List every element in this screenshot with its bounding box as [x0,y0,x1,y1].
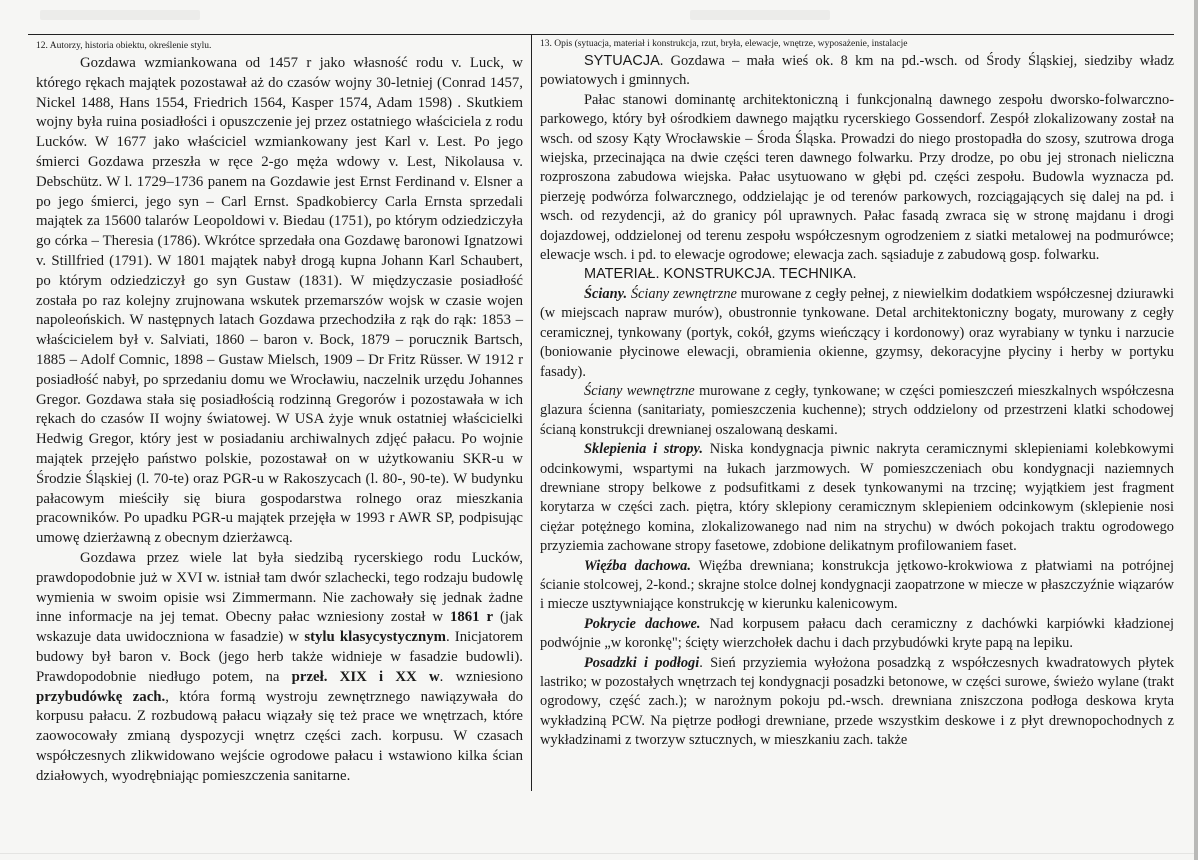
wiezba-paragraph: Więźba dachowa. Więźba drewniana; konstrukcja jętkowo-krokwiowa z płatwiami na potrójnej ścianie stolcowej, 2-kond.; skrajne stolce dolnej kondygnacji zaopatrzone w miecze w płaszczyźnie wiązarów i miecze usztywniające konstrukcję w kierunku kalenicowym. [540,557,1174,613]
pokrycie-heading: Pokrycie dachowe. [584,615,701,632]
material-heading: MATERIAŁ. KONSTRUKCJA. TECHNIKA. [584,266,857,283]
pokrycie-paragraph: Pokrycie dachowe. Nad korpusem pałacu dach ceramiczny z dachówki karpiówki kładzionej podwójnie „w koronkę"; ścięty wierzchołek dachu i dach przybudówki kryte papą na lepiku. [540,615,1174,652]
scan-artifact-line [0,853,1194,854]
wiezba-heading: Więźba dachowa. [584,557,691,574]
sklepienia-heading: Sklepienia i stropy. [584,441,703,458]
sytuacja-paragraph: SYTUACJA. Gozdawa – mała wieś ok. 8 km na pd.-wsch. od Środy Śląskiej, siedziby władz powiatowych i gminnych. [540,53,1174,89]
sklepienia-paragraph: Sklepienia i stropy. Niska kondygnacja piwnic nakryta ceramicznymi sklepieniami kolebkowymi odcinkowymi, wspartymi na łukach jarzmowych. W pomieszczeniach obu kondygnacji naziemnych drewniane stropy belkowe z podsufitkami z desek tynkowanymi na trzcinę; wyjątkiem jest fragment korytarza w części zach. piętra, który sklepiony ceramicznym sklepieniem odcinkowym (sklepienie nosi ciężar potężnego komina, zlokalizowanego nad nim na strychu) w dwóch pokojach traktu ogrodowego przyziemia zachowane stropy fasetowe, zdobione delikatnym profilowaniem faset. [540,441,1174,555]
form-frame [28,34,1174,791]
sciany-paragraph: Ściany. Ściany zewnętrzne murowane z cegły pełnej, z niewielkim dodatkiem współczesnej dziurawki (w miejscach napraw murów), obustronnie tynkowane. Detal architektoniczny bogaty, murowany z cegły ceramicznej, tynkowany (portyk, cokół, gzyms wieńczący i kordonowy) oraz wyrabiany w tynku i narzucie (boniowanie płycinowe elewacji, obramienia okienne, gzymsy, dekoracyjne płyciny i herby w portyku fasady). [540,285,1174,380]
section-12-header: 12. Autorzy, historia obiektu, określenie stylu. [36,41,212,51]
history-paragraph-1: Gozdawa wzmiankowana od 1457 r jako własność rodu v. Luck, w którego rękach majątek pozostawał aż do czasów wojny 30-letniej (Conrad 1457, Nickel 1488, Hans 1554, Friedrich 1564, Kasper 1574, Adam 1598) . Skutkiem wojny była ruina posiadłości i opuszczenie jej przez ostatniego właściciela z rodu Lucków. W 1677 jako właściciel wzmiankowany jest Karl v. Lest. Po jego śmierci Gozdawa przeszła w ręce 2-go męża wdowy v. Lest, Nikolausa v. Debschütz. W l. 1729–1736 panem na Gozdawie jest Ernst Ferdinand v. Elsner a po jego śmierci, jego syn – Carl Ernst. Spadkobiercy Carla Ernsta sprzedali majątek za 15600 talarów Leopoldowi v. Biedau (1751), po którym odziedziczyła go córka – Theresia (1786). Wkrótce sprzedała ona Gozdawę baronowi Ignatzowi v. Stillfried (1791). W 1801 majątek nabył drogą kupna Johann Karl Schaubert, po którym odziedziczył go syn Gustaw (1831). W międzyczasie posiadłość została po raz kolejny zrujnowana wskutek przemarszów wojsk w czasie wojen napoleońskich. W następnych latach Gozdawa przechodziła z rąk do rąk: 1853 – właścicielem był v. Salviati, 1860 – baron v. Bock, 1879 – porucznik Bartsch, 1885 – Adolf Comnic, 1898 – Gustaw Mielsch, 1909 – Dr Fritz Rüsser. W 1912 r posiadłość nabył, po sprzedaniu domu we Wrocławiu, naczelnik urzędu Johannes Gregor. Gozdawa stała się posiadłością rodzinną Gregorów i pozostawała w ich rękach do czasów II wojny światowej. W USA żyje wnuk ostatniej właścicielki Hedwig Gregor, który jest w posiadaniu archiwalnych zdjęć pałacu. Po wojnie majątek przejęło państwo polskie, pozostawał on w użytkowaniu SKR-u w Środzie Śląskiej (l. 70-te) oraz PGR-u w Rakoszycach (l. 80-, 90-te). W budynku pałacowym mieściły się biura gospodarstwa rolnego oraz mieszkania pracowników. Po upadku PGR-u majątek przejęła w 1993 r AWR SP, podpisując umowę dzierżawną z obecnym dzierżawcą. [36,55,523,547]
history-column [28,35,532,791]
sytuacja-heading: SYTUACJA [584,53,660,69]
sciany-wewnetrzne-paragraph: Ściany wewnętrzne murowane z cegły, tynkowane; w części pomieszczeń mieszkalnych współczesna glazura ścienna (sanitariaty, pomieszczenia kuchenne); strych oddzielony od przestrzeni klatki schodowej ścianą konstrukcji drewnianej oszalowaną deskami. [540,382,1175,438]
history-paragraph-2: Gozdawa przez wiele lat była siedzibą rycerskiego rodu Lucków, prawdopodobnie już w XVI w. istniał tam dwór szlachecki, tego rodzaju budowlę wymienia w swoim opisie wsi Zimmermann. Nie zachowały się jednak żadne inne informacje na jej temat. Obecny pałac wzniesiony został w 1861 r (jak wskazuje data uwidoczniona w fasadzie) w stylu klasycystycznym. Inicjatorem budowy był baron v. Bock (jego herb także widnieje w fasadzie budowli). Prawdopodobnie niedługo potem, na przeł. XIX i XX w. wzniesiono przybudówkę zach., która formą wystroju zewnętrznego nawiązywała do korpusu pałacu. Z rozbudową pałacu wiązały się też prace we wnętrzach, które zaowocowały zmianą dyspozycji wnętrz części zach. korpusu. W czasach współczesnych zlikwidowano wejście ogrodowe pałacu i wstawiono kilka ścian działowych, wyodrębniając pomieszczenia sanitarne. [36,549,524,784]
description-column [532,35,1174,791]
faded-bleedthrough-text [40,10,200,20]
posadzki-heading: Posadzki i podłogi [584,654,700,671]
faded-bleedthrough-text [690,10,830,20]
palac-paragraph: Pałac stanowi dominantę architektoniczną i funkcjonalną dawnego zespołu dworsko-folwarczno-parkowego, który był ośrodkiem dawnego majątku rycerskiego Gossendorf. Zespół zlokalizowany został na wsch. od szosy Kąty Wrocławskie – Środa Śląska. Prowadzi do niego prostopadła do szosy, szutrowa droga wiejska, przecinająca na dwie części teren dawnego folwarku. Przy drodze, po obu jej stronach nieliczna rozproszona zabudowa wiejska. Pałac usytuowano w głębi pd. części zespołu. Budowla wyznacza pd. pierzeję podwórza folwarcznego, oddzielając je od terenów parkowych, rozciągających się dalej na pd. i wsch. od rezydencji, aż do granicy pól uprawnych. Pałac fasadą zwraca się w stronę majdanu i drogi dojazdowej, oddzielonej od terenu zespołu współczesnym ogrodzeniem z siatki metalowej na podmurówce; elewacje wsch. i pd. to elewacje ogrodowe; elewacja zach. sąsiaduje z zabudową gosp. folwarku. [540,91,1174,264]
section-13-header: 13. Opis (sytuacja, materiał i konstrukcja, rzut, bryła, elewacje, wnętrze, wyposażenie, instalacje [540,39,908,49]
sciany-heading: Ściany. [584,285,628,302]
posadzki-paragraph: Posadzki i podłogi. Sień przyziemia wyłożona posadzką z współczesnych kwadratowych płytek lastriko; w pozostałych wnętrzach tej kondygnacji posadzki betonowe, w części surowe, świeżo wylane (trakt ogrodowy, część zach.); w narożnym pokoju pd.-wsch. drewniana zniszczona podłoga deskowa kryta wykładziną PCW. Na piętrze podłogi drewniane, przede wszystkim deskowe i z płyt drewnopochodnych z wykładzinami z tworzyw sztucznych, w mieszkaniu zach. także [540,654,1175,749]
